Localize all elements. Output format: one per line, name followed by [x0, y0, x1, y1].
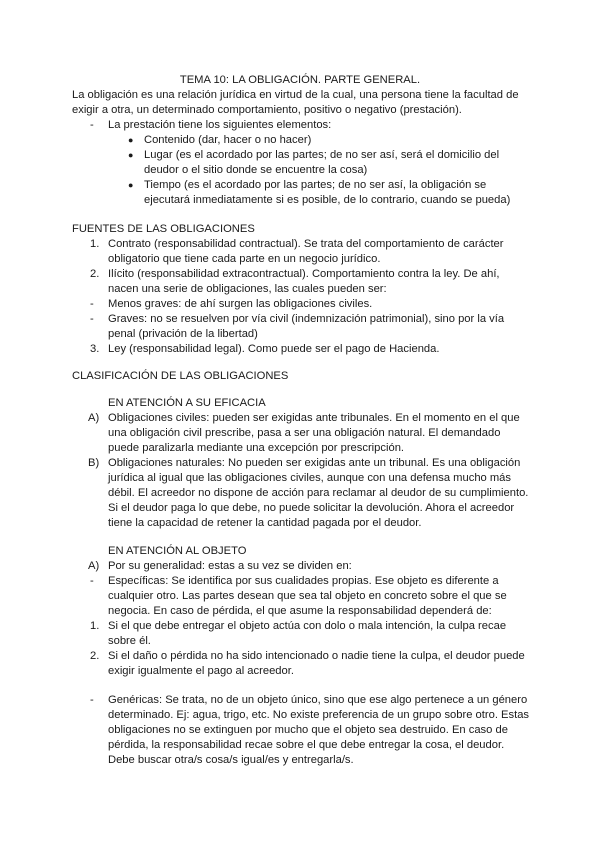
elements-heading: La prestación tiene los siguientes elementos:: [108, 119, 332, 131]
efficacy-line: puede paralizarla mediante una excepción por prescripción.: [108, 442, 405, 454]
intro-line: La obligación es una relación jurídica en virtud de la cual, una persona tiene la facultad de: [72, 89, 519, 101]
source-line: penal (privación de la libertad): [108, 328, 258, 340]
page-title: TEMA 10: LA OBLIGACIÓN. PARTE GENERAL.: [179, 74, 421, 86]
object-line: negocia. En caso de pérdida, el que asume la responsabilidad dependerá de:: [108, 605, 492, 617]
source-line: Menos graves: de ahí surgen las obligaciones civiles.: [108, 298, 373, 310]
subheading-efficacy: EN ATENCIÓN A SU EFICACIA: [108, 397, 266, 409]
object-line: Si el que debe entregar el objeto actúa con dolo o mala intención, la culpa recae: [108, 620, 507, 632]
source-line: Ilícito (responsabilidad extracontractual). Comportamiento contra la ley. De ahí,: [108, 268, 500, 280]
source-line: Ley (responsabilidad legal). Como puede ser el pago de Hacienda.: [108, 343, 440, 355]
dash-marker: -: [90, 298, 94, 310]
object-line: Si el daño o pérdida no ha sido intencionado o nadie tiene la culpa, el deudor puede: [108, 650, 525, 662]
element-line: Lugar (es el acordado por las partes; de no ser así, será el domicilio del: [144, 149, 500, 161]
list-marker: 2.: [90, 268, 100, 280]
dash-marker: -: [90, 119, 94, 131]
list-marker: B): [88, 457, 100, 469]
efficacy-line: Si el deudor paga lo que debe, no puede solicitar la devolución. Ahora el acreedor: [108, 502, 515, 514]
source-line: nacen una serie de obligaciones, las cuales pueden ser:: [108, 283, 387, 295]
source-line: Graves: no se resuelven por vía civil (indemnización patrimonial), sino por la vía: [108, 313, 505, 325]
object-line: obligaciones no se extinguen por mucho que el objeto sea destruido. En caso de: [108, 724, 508, 736]
object-line: Específicas: Se identifica por sus cualidades propias. Ese objeto es diferente a: [108, 575, 499, 587]
bullet-icon: ●: [128, 150, 134, 160]
efficacy-line: una obligación civil prescribe, pasa a ser una obligación natural. El demandado: [108, 427, 501, 439]
subheading-object: EN ATENCIÓN AL OBJETO: [108, 545, 247, 557]
object-line: cualquier otro. Las partes desean que sea tal objeto en concreto sobre el que se: [108, 590, 507, 602]
source-line: Contrato (responsabilidad contractual). Se trata del comportamiento de carácter: [108, 238, 504, 250]
list-marker: A): [88, 560, 100, 572]
element-line: ejecutará inmediatamente si es posible, de lo contrario, cuando se pueda): [144, 194, 511, 206]
object-line: Genéricas: Se trata, no de un objeto único, sino que ese algo pertenece a un género: [108, 694, 528, 706]
efficacy-line: Obligaciones civiles: pueden ser exigidas ante tribunales. En el momento en el que: [108, 412, 520, 424]
element-line: deudor o el sitio donde se encuentre la cosa): [144, 164, 368, 176]
bullet-icon: ●: [128, 180, 134, 190]
bullet-icon: ●: [128, 135, 134, 145]
source-line: obligatorio que tiene cada parte en un negocio jurídico.: [108, 253, 381, 265]
element-line: Tiempo (es el acordado por las partes; de no ser así, la obligación se: [144, 179, 487, 191]
efficacy-line: débil. El acreedor no dispone de acción para reclamar al deudor de su cumplimiento.: [108, 487, 529, 499]
object-line: Debe buscar otra/s cosa/s igual/es y entregarla/s.: [108, 754, 354, 766]
dash-marker: -: [90, 694, 94, 706]
dash-marker: -: [90, 313, 94, 325]
intro-line: exigir a otra, un determinado comportamiento, positivo o negativo (prestación).: [72, 104, 462, 116]
efficacy-line: jurídica al igual que las obligaciones civiles, aunque con una defensa mucho más: [108, 472, 512, 484]
object-line: Por su generalidad: estas a su vez se dividen en:: [108, 560, 352, 572]
list-marker: 1.: [90, 238, 100, 250]
object-line: sobre él.: [108, 635, 151, 647]
efficacy-line: tiene la capacidad de retener la cantidad pagada por el deudor.: [108, 517, 422, 529]
object-line: exigir igualmente el pago al acreedor.: [108, 665, 294, 677]
list-marker: 2.: [90, 650, 100, 662]
object-line: pérdida, la responsabilidad recae sobre el que debe entregar la cosa, el deudor.: [108, 739, 505, 751]
object-line: determinado. Ej: agua, trigo, etc. No existe preferencia de un grupo sobre otro. Estas: [108, 709, 530, 721]
element-line: Contenido (dar, hacer o no hacer): [144, 134, 312, 146]
list-marker: 1.: [90, 620, 100, 632]
section-heading-sources: FUENTES DE LAS OBLIGACIONES: [72, 223, 255, 235]
list-marker: 3.: [90, 343, 100, 355]
section-heading-classification: CLASIFICACIÓN DE LAS OBLIGACIONES: [72, 370, 289, 382]
dash-marker: -: [90, 575, 94, 587]
efficacy-line: Obligaciones naturales: No pueden ser exigidas ante un tribunal. Es una obligación: [108, 457, 521, 469]
list-marker: A): [88, 412, 100, 424]
